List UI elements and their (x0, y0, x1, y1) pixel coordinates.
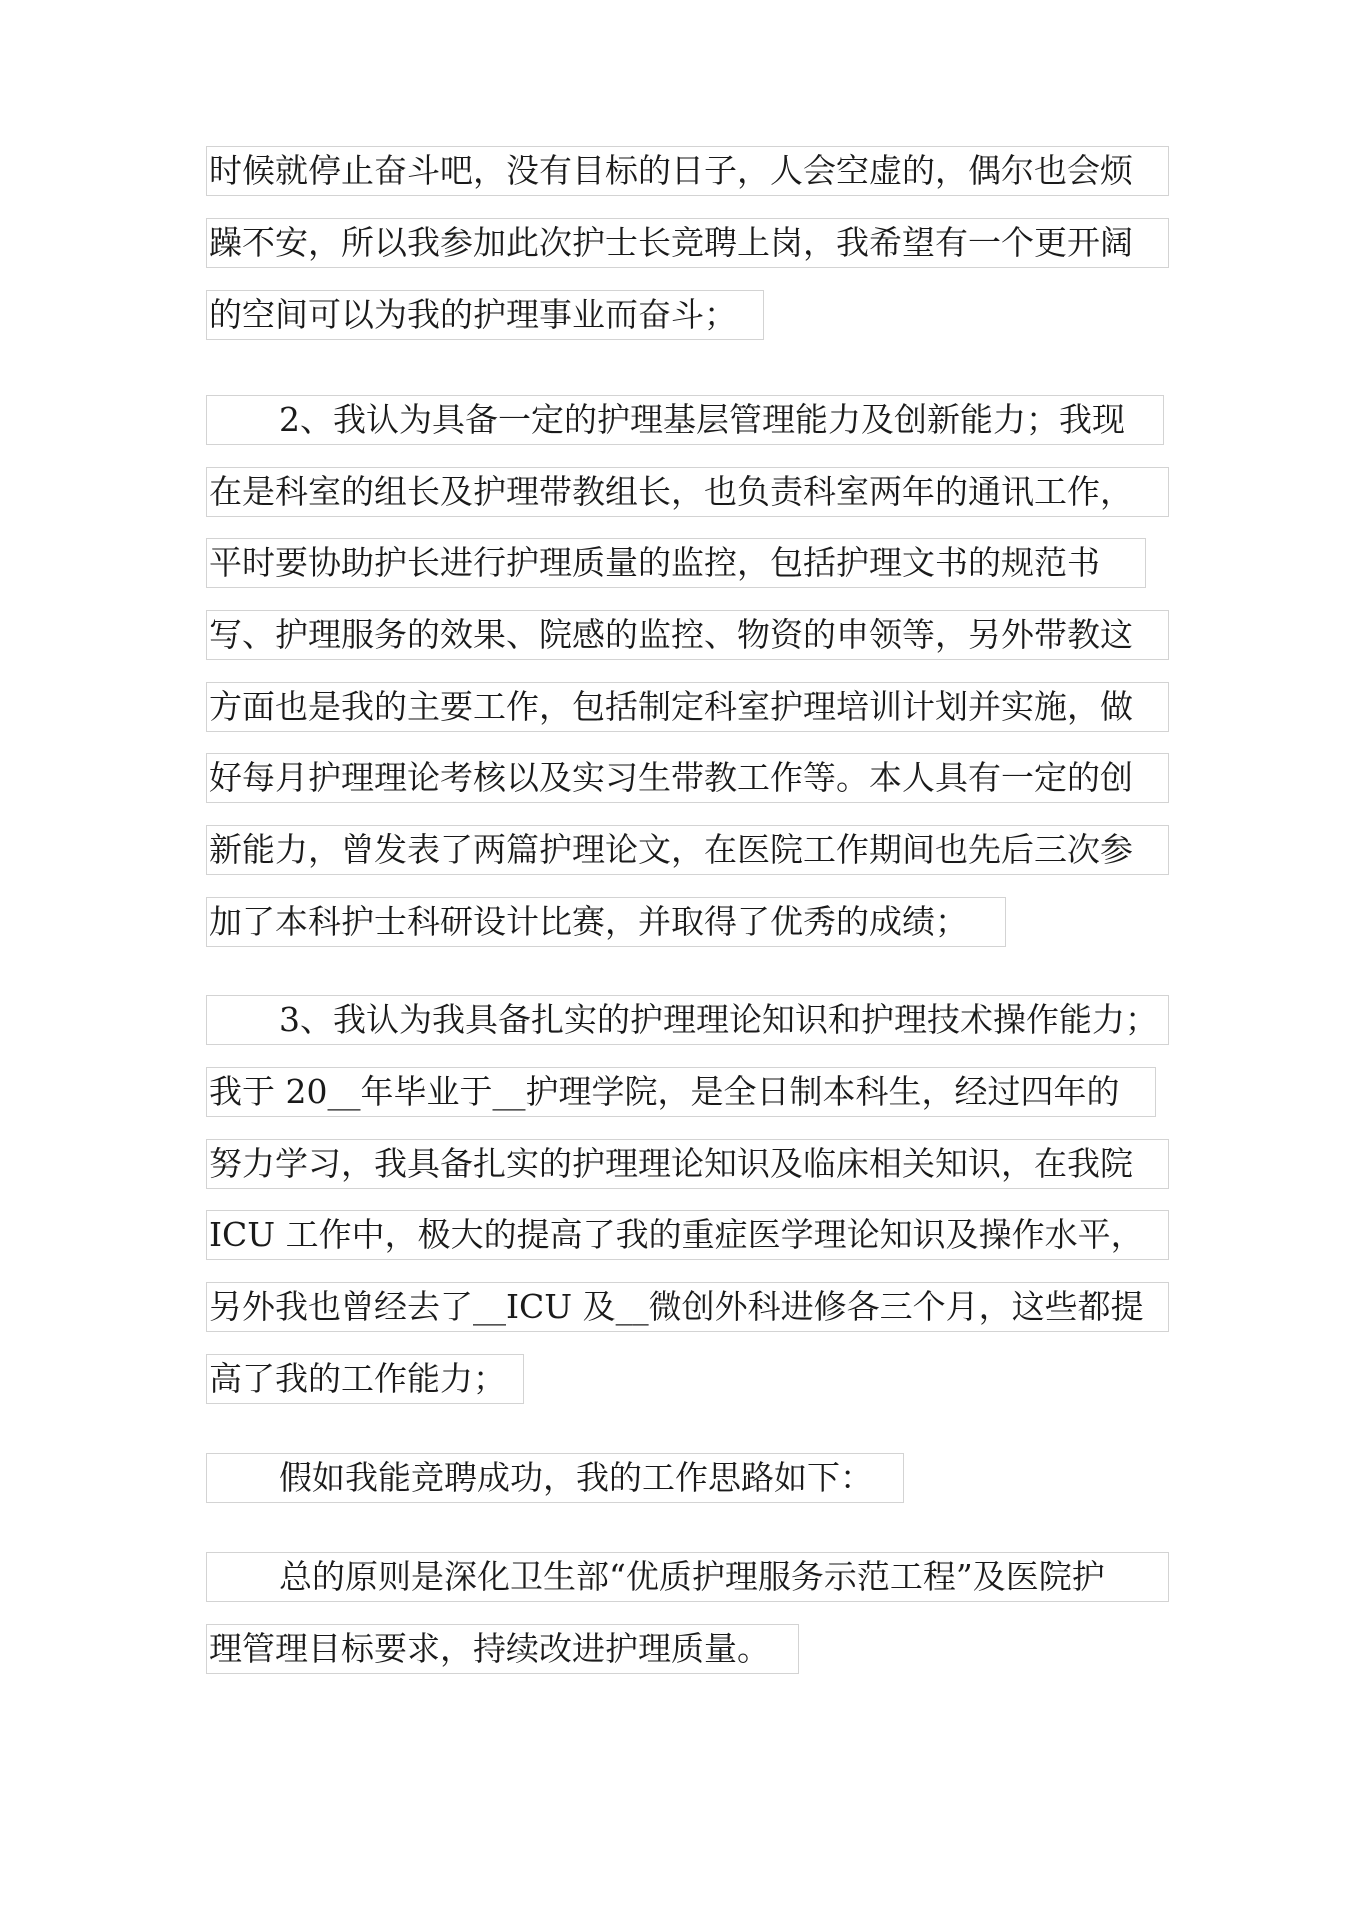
text-line: 加了本科护士科研设计比赛，并取得了优秀的成绩； (206, 897, 1006, 947)
text-line: 高了我的工作能力； (206, 1354, 524, 1404)
text-line: 方面也是我的主要工作，包括制定科室护理培训计划并实施，做 (206, 682, 1169, 732)
text-line: 假如我能竞聘成功，我的工作思路如下： (206, 1453, 904, 1503)
text-line: 理管理目标要求，持续改进护理质量。 (206, 1624, 799, 1674)
text-line: 总的原则是深化卫生部“优质护理服务示范工程”及医院护 (206, 1552, 1169, 1602)
text-line: 平时要协助护长进行护理质量的监控，包括护理文书的规范书 (206, 538, 1146, 588)
text-line: ICU 工作中，极大的提高了我的重症医学理论知识及操作水平， (206, 1210, 1169, 1260)
text-line: 新能力，曾发表了两篇护理论文，在医院工作期间也先后三次参 (206, 825, 1169, 875)
text-line: 躁不安，所以我参加此次护士长竞聘上岗，我希望有一个更开阔 (206, 218, 1169, 268)
text-line: 我于 20__年毕业于__护理学院，是全日制本科生，经过四年的 (206, 1067, 1156, 1117)
text-line: 好每月护理理论考核以及实习生带教工作等。本人具有一定的创 (206, 753, 1169, 803)
text-line: 另外我也曾经去了__ICU 及__微创外科进修各三个月，这些都提 (206, 1282, 1169, 1332)
text-line: 写、护理服务的效果、院感的监控、物资的申领等，另外带教这 (206, 610, 1169, 660)
text-line: 的空间可以为我的护理事业而奋斗； (206, 290, 764, 340)
text-line: 3、我认为我具备扎实的护理理论知识和护理技术操作能力； (206, 995, 1169, 1045)
text-line: 2、我认为具备一定的护理基层管理能力及创新能力；我现 (206, 395, 1164, 445)
text-line: 在是科室的组长及护理带教组长，也负责科室两年的通讯工作， (206, 467, 1169, 517)
text-line: 时候就停止奋斗吧，没有目标的日子，人会空虚的，偶尔也会烦 (206, 146, 1169, 196)
text-line: 努力学习，我具备扎实的护理理论知识及临床相关知识，在我院 (206, 1139, 1169, 1189)
